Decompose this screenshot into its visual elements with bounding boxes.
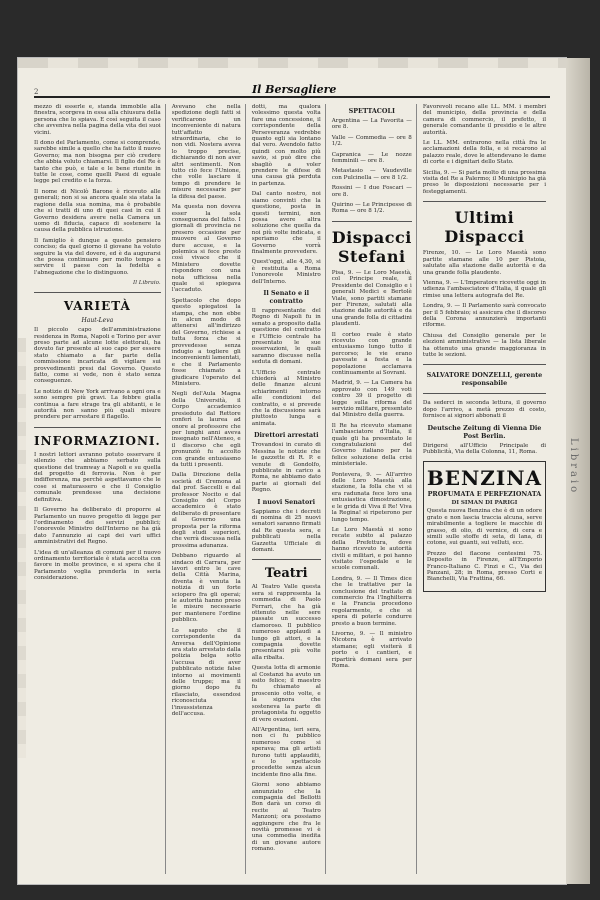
dispatch-paragraph: Il corteo reale è stato ricevuto con grande entusiasmo lungo tutto il percorso; le vie erano pavesate a festa e la popolazione acclamava continuamente ai Sovrani. — [331, 331, 412, 376]
listing-item: Valle — Commedia — ore 8 1/2. — [331, 134, 412, 148]
gerente-line: SALVATORE DONZELLI, gerente responsabile — [426, 371, 543, 388]
dispatch-paragraph: Sicilia, 9. — Si parla molto di una prossima visita del Re a Palermo; il Municipio ha già preso le disposizioni necessarie per i festeggiamenti. — [422, 169, 547, 195]
advertisement-benzina — [423, 461, 546, 591]
masthead-title: Il Bersagliere — [252, 83, 337, 96]
article-paragraph: Il famiglio è dunque a questo pensiero conciso; da quel giorno il giovane ha voluto seguire la via del dovere, ed è da augurarsi che possa continuare per molto tempo a servire il paese con la fedeltà e l'abnegazione che lo distinguono. — [34, 237, 161, 276]
divider — [34, 292, 161, 293]
ad-subtitle: PROFUMATA E PERFEZIONATA — [427, 490, 542, 499]
divider — [423, 364, 546, 365]
article-paragraph: Dalla Direzione della società di Cremona al dal prof. Saccelli e dal professor Nocito e dal Consiglio del Corpo accademico è stato deliberato di presentare al Governo una proposta per la riforma degli studi superiori, che verrà discussa nella prossima adunanza. — [171, 472, 241, 549]
divider — [423, 201, 546, 202]
top-strip — [18, 58, 566, 68]
dispatch-paragraph: Le LL. MM. entrarono nella città fra le acclamazioni della folla, e si recarono al palazzo reale, dove le attendevano le dame di corte e i dignitari dello Stato. — [422, 140, 547, 166]
article-paragraph: Lo saputo che il corrispondente da Anversa dell'Opinione era stato arrestato dalla polizia belga sotto l'accusa di aver pubblicato notizie false intorno ai movimenti delle truppe; ma il giorno dopo fu rilasciato, essendosi riconosciuta l'insussistenza dell'accusa. — [171, 627, 241, 717]
article-paragraph: Le notizie di New York arrivano a ogni ora e sono sempre più gravi. La febbre gialla continua a fare strage tra gli abitanti, e le autorità non sanno più quali misure prendere per arrestare il flagello. — [34, 388, 161, 421]
column-1 — [34, 104, 166, 874]
section-title-varieta: VARIETÀ — [63, 299, 131, 314]
ad-maker: DI SIMAN DI PARIGI — [451, 500, 518, 507]
article-paragraph: Al Teatro Valle questa sera si rappresenta la commedia di Paolo Ferrari, che ha già ottenuto nelle sere passate un successo clamoroso. Il pubblico numeroso applaudì a lungo gli attori, e la compagnia dovette presentarsi più volte alla ribalta. — [251, 584, 321, 661]
dispatch-paragraph: Firenze, 10. — Le Loro Maestà sono partite stamane alle 10 per Pistoia, salutate alla stazione dalle autorità e da una grande folla plaudente. — [422, 250, 547, 276]
article-paragraph: Dal canto nostro, noi siamo convinti che la questione, posta in questi termini, non possa avere altra soluzione che quella da noi più volte indicata, e speriamo che il Governo vorrà finalmente provvedere. — [251, 191, 321, 255]
article-paragraph: Il dono del Parlamento, come si comprende, sarebbe simile a quello che ha fatto il nuovo Governo; ma non bisogna per ciò credere che abbia voluto chiamarsi. Il figlio del Re è tanto che può, e tale e le bene riunite in tutte le cose, come quelli Paesi di eguale legge pel credito e la forza. — [34, 140, 161, 185]
article-paragraph: mezzo di esserle e, standa immobile alla finestra, scorgeva in essa alla chiusura della persona che lo spiava. E così seguita il caso che avveniva nella pagina della vita dei suoi vicini. — [34, 104, 161, 136]
ad-text: Questa nuova Benzina che è di un odore grato e non lascia traccia alcuna, serve mirabilmente a togliere le macchie di grasso, di olio, di vernice, di cera e simili sulle stoffe di seta, di lana, di cotone, sui guanti, sui velluti, ecc. — [426, 508, 543, 547]
article-paragraph: Giorni sono abbiamo annunziato che la compagnia del Bellotti Bon darà un corso di recite al Teatro Manzoni; ora possiamo aggiungere che fra le novità promesse vi è una commedia inedita di un giovane autore romano. — [251, 782, 321, 853]
article-signature: Il Libraio. — [133, 280, 161, 287]
article-paragraph: Il nome di Nicolò Barone è ricevuto alle generali; non si sa ancora quale sia stata la ragione della sua nomina, ma è probabile che si tratti di uno di quei casi in cui il Governo desidera avere nella Camera un uomo di fiducia, capace di sostenere la causa della pubblica istruzione. — [34, 188, 161, 234]
dispatch-paragraph: Londra, 9. — Il Times dice che le trattative per la conclusione del trattato di commercio fra l'Inghilterra e la Francia procedono regolarmente, e che si spera di poterle condurre presto a buon termine. — [331, 575, 412, 627]
listing-item: Capranica — Le nozze femminili — ore 8. — [331, 151, 412, 165]
edge-text: Libraio — [568, 438, 579, 496]
adjacent-page-edge — [566, 58, 590, 884]
dispatch-paragraph: Chiusa del Consiglio generale per le elezioni amministrative — la lista liberale ha ottenuto una grande maggioranza in tutte le sezioni. — [422, 332, 547, 358]
newspaper-page — [18, 58, 566, 884]
dispatch-paragraph: Favorevoli recano alle LL. MM. i membri del municipio, della provincia e della camera di commercio, il prefetto, il generale comandante il presidio e le altre autorità. — [422, 104, 547, 136]
subheading-senatori: I nuovi Senatori — [257, 497, 316, 506]
article-paragraph: Sappiamo che i decreti di nomina di 25 nuovi senatori saranno firmati dal Re questa sera, e pubblicati nella Gazzetta Ufficiale di domani. — [251, 508, 321, 553]
section-subtitle: Haut-Leva — [81, 317, 114, 325]
article-paragraph: Debbano riguardo al sindaco di Carrara, per lavori entro le cave della Città Marina, diventa è venuta la notizia di un forte sciopero fra gli operai; le autorità hanno preso le misure necessarie per mantenere l'ordine pubblico. — [171, 553, 241, 624]
dispatch-paragraph: Pisa, 9. — Le Loro Maestà, col Principe reale, il Presidente del Consiglio e i generali Medici e Bertolè Viale, sono partiti stamane per Firenze, salutati alla stazione dalle autorità e da una grande folla di cittadini plaudenti. — [331, 269, 412, 328]
article-paragraph: Avevano che nella spedizione degli fatti si verificarono un inconveniente di natura tutt'affatto straordinaria, che io non vidi. Nostera aveva lo troppo precise, dichiarando di non aver altri sentimenti. Non tutto ciò fece l'Unione, che volle lasciare il tempo di prendere le misure necessarie per la difesa del paese. — [171, 104, 241, 200]
dispatch-paragraph: Madrid, 9. — La Camera ha approvato con 149 voti contro 39 il progetto di legge sulla riforma del servizio militare, presentato dal Ministro della guerra. — [331, 380, 412, 419]
notice-paragraph: Dirigersi all'Ufficio Principale di Pubblicità, Via della Colonna, 11, Roma. — [422, 442, 547, 455]
article-paragraph: Quest'oggi, alle 4,30, si è restituita a Roma l'onorevole Ministro dell'Interno. — [251, 259, 321, 285]
article-paragraph: Questa lotta di armonie al Costanzi ha avuto un esito felice; il maestro fu chiamato al proscenio otto volte, e la signora che sosteneva la parte di protagonista fu oggetto di vere ovazioni. — [251, 665, 321, 723]
article-paragraph: Spettacolo che dopo questo spiegatosi la stampa, che non ebbe in alcun modo di attenersi all'indirizzo del Governo, richiese a tutta forza che si provvedesse senza indugio a togliere gli inconvenienti lamentati, e che il Parlamento fosse chiamato a giudicare l'operato del Ministero. — [171, 297, 241, 388]
article-paragraph: Il piccolo capo dell'amministrazione residenza in Roma, Napoli e Torino per aver preso parte ad alcune lotte elettorali, ha dovuto far presente al suo capo per essere stato chiamato a far parte della commissione incaricata di vigilare sui provvedimenti presi dal Governo. Questo fatto, come si vede, non è stato senza conseguenze. — [34, 327, 161, 385]
article-paragraph: Il rappresentante del Regno di Napoli fu in senato a proposito dalla questione del contratto e l'Ufficio centrale ha presentato le sue osservazioni, le quali saranno discusse nella seduta di domani. — [251, 307, 321, 366]
section-title-teatri: Teatri — [264, 566, 308, 582]
column-2 — [172, 104, 246, 874]
dispatch-paragraph: Vienna, 9. — L'Imperatore ricevette oggi in udienza l'ambasciatore d'Italia, il quale gli rimise una lettera autografa del Re. — [422, 279, 547, 299]
page-header — [34, 76, 550, 98]
column-4 — [332, 104, 417, 874]
article-paragraph: dotti, ma qualora volessimo questa volta fare una concessione, il corrispondente della Perseveranza vedrebbe quanto egli sia lontano dal vero. Avendolo fatto quindi con molto più savio, si può dire che sbagliò a voler prendere le difese di una causa già perduta in partenza. — [251, 104, 321, 187]
subheading-senato: Il Senato e il contratto — [263, 288, 310, 305]
dispatch-paragraph: Le Loro Maestà si sono recate subito al palazzo della Prefettura, dove hanno ricevuto le autorità civili e militari, e poi hanno visitato l'ospedale e le scuole comunali. — [331, 526, 412, 572]
article-paragraph: Trovandosi in curato di Messina le notizie che le gazzette di R. P. e venute di Gondolfo, pubblicate in carico a Roma, ne abbiamo dato parte ai giornali del Regno. — [251, 442, 321, 494]
listing-item: Rossini — I due Foscari — ore 8. — [331, 185, 412, 198]
section-title-dispacci-stefani: Dispacci Stefani — [331, 227, 412, 266]
article-paragraph: L'idea di un'alleanza di comuni per il nuovo ordinamento territoriale è stata accolta con favore in molte province, e si spera che il Parlamento voglia prenderla in seria considerazione. — [34, 549, 161, 582]
divider — [252, 559, 321, 560]
listing-item: Argentina — La Favorita — ore 8. — [331, 118, 412, 131]
newspaper-list: Deutsche Zeitung di Vienna Die Post Berlin. — [427, 423, 542, 440]
article-paragraph: L'Ufficio centrale chiederà al Ministro delle finanze alcuni schiarimenti intorno alle condizioni del contratto, e si prevede che la discussione sarà piuttosto lunga e animata. — [251, 369, 321, 427]
section-title-ultimi-dispacci: Ultimi Dispacci — [444, 208, 525, 247]
article-paragraph: I nostri lettori avranno potuto osservare il silenzio che abbiamo serbato sulla questione del tramway a Napoli e su quella del progetto di ferrovia. Non è per indifferenza, ma perchè aspettavamo che le cose si maturassero e che il Consiglio comunale prendesse una decisione definitiva. — [34, 451, 161, 503]
column-5 — [423, 104, 550, 874]
ad-text: Prezzo del flacone centesimi 75. Deposito in Firenze, all'Emporio Franco-Italiano C. Finzi e C., Via dei Panzani, 28; in Roma, presso Corti e Bianchelli, Via Frattina, 66. — [426, 550, 543, 583]
dispatch-paragraph: Pontevera, 9. — All'arrivo delle Loro Maestà alla stazione, la folla che vi si era radunata fece loro una entusiastica dimostrazione, e le grida di Viva il Re! Viva la Regina! si ripeterono per lungo tempo. — [331, 471, 412, 523]
article-paragraph: Ma questa non doveva esser la sola conseguenza del fatto. I giornali di provincia ne presero occasione per muovere al Governo dure accuse, e la polemica si fece presto così vivace che il Ministero dovette rispondere con una nota ufficiosa nella quale si spiegava l'accaduto. — [171, 204, 241, 294]
subheading-direttori: Direttori arrestati — [253, 431, 319, 440]
article-paragraph: Il Governo ha deliberato di proporre al Parlamento un nuovo progetto di legge per l'ordinamento dei servizi pubblici; l'onorevole Ministro dell'Interno ne ha già dato l'annunzio ai capi dei vari uffici amministrativi del Regno. — [34, 507, 161, 546]
dispatch-paragraph: Londra, 9. — Il Parlamento sarà convocato per il 5 febbraio; si assicura che il discorso della Corona annunzierà importanti riforme. — [422, 303, 547, 329]
divider — [423, 393, 546, 394]
article-paragraph: Negli del'Aula Magna della Università, il Corpo accademico presieduto dal Rettore conferì la laurea ad onore al professore che per lunghi anni aveva insegnato nell'Ateneo, e il discorso che egli pronunziò fu accolto con grande entusiasmo da tutti i presenti. — [171, 391, 241, 468]
section-title-spettacoli: SPETTACOLI — [348, 107, 395, 115]
page-number: 2 — [34, 88, 39, 96]
divider — [332, 221, 412, 222]
dispatch-paragraph: Livorno, 9. — Il ministro Nicotera è arrivato stamane; egli visiterà il porto e i cantieri, e ripartirà domani sera per Roma. — [331, 631, 412, 670]
divider — [34, 427, 161, 428]
dispatch-paragraph: Il Re ha ricevuto stamane l'ambasciatore d'Italia, il quale gli ha presentato le congratulazioni del Governo italiano per la felice soluzione della crisi ministeriale. — [331, 422, 412, 468]
page-fold-mark — [18, 338, 26, 758]
listing-item: Metastasio — Vaudeville con Pulcinella — ore 8 1/2. — [331, 168, 412, 181]
columns — [34, 104, 550, 874]
section-title-informazioni: INFORMAZIONI. — [34, 433, 161, 448]
listing-item: Quirino — Le Principesse di Roma — ore 8 1/2. — [331, 202, 412, 215]
ad-title: BENZINA — [426, 466, 543, 491]
article-paragraph: All'Argentina, ieri sera, non ci fu pubblico numeroso come si sperava; ma gli artisti furono tutti applauditi, e lo spettacolo procedette senza alcun incidente fino alla fine. — [251, 726, 321, 778]
notice-paragraph: Da sederci in seconda lettura, il governo dopo l'arrivo, a metà prezzo di costo, fornisce ai signori abbonati il — [422, 400, 547, 420]
column-3 — [252, 104, 326, 874]
